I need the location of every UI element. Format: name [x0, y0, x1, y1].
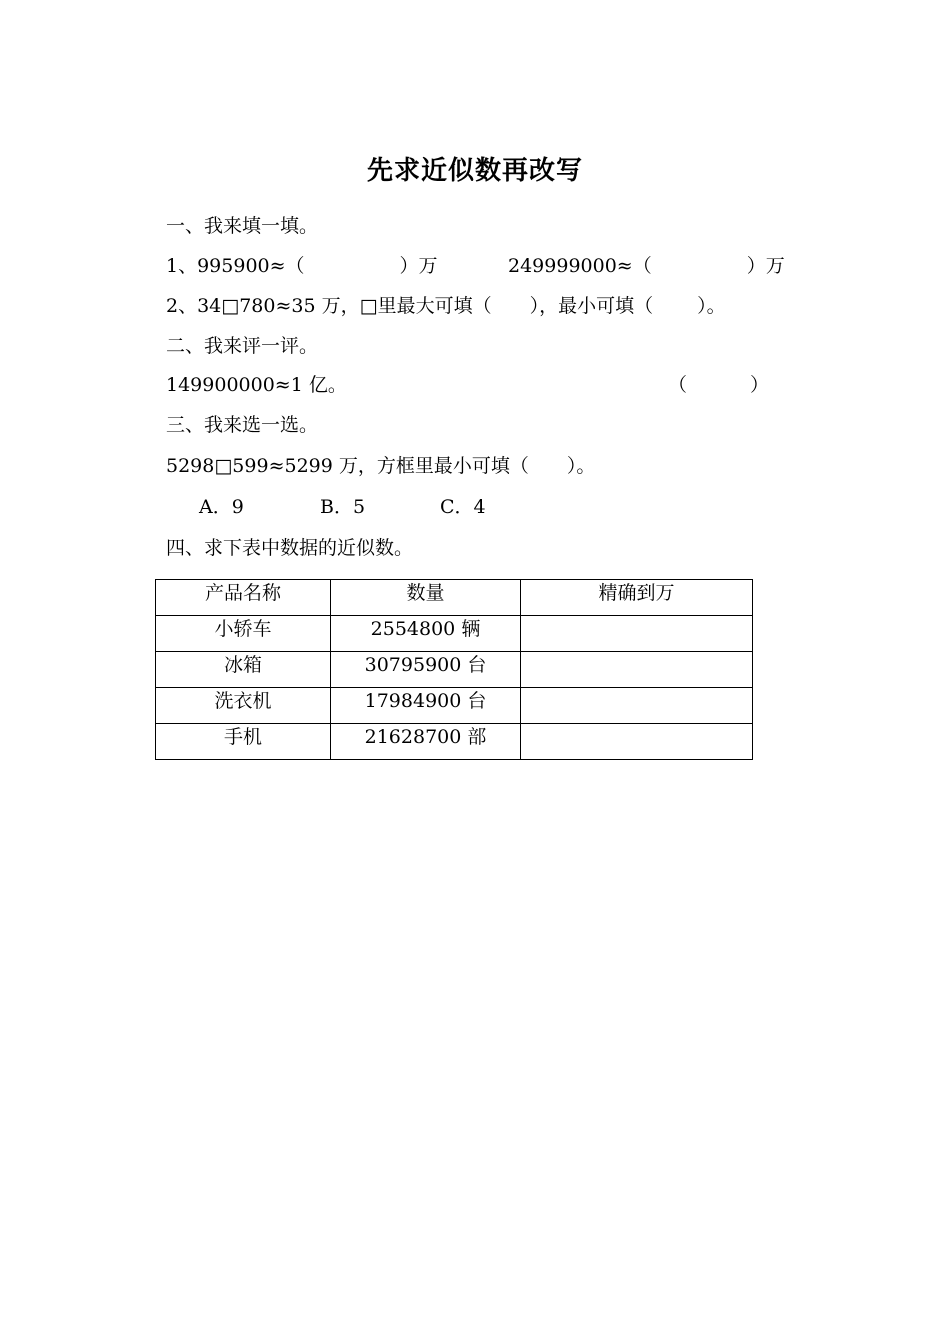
option-a: A．9 [199, 496, 244, 518]
column-header: 产品名称 [156, 580, 331, 616]
judge-answer-blank: （ ） [668, 374, 770, 396]
answer-cell [521, 724, 753, 760]
column-header: 精确到万 [521, 580, 753, 616]
option-b: B．5 [320, 496, 366, 518]
product-name-cell: 小轿车 [156, 616, 331, 652]
page-title: 先求近似数再改写 [366, 156, 583, 186]
answer-cell [521, 616, 753, 652]
judge-statement: 149900000≈1 亿。 [166, 374, 347, 396]
table-row [156, 616, 753, 652]
quantity-cell: 21628700 部 [331, 724, 521, 760]
section4-heading: 四、求下表中数据的近似数。 [166, 537, 414, 559]
section3-heading: 三、我来选一选。 [166, 414, 319, 436]
question-1-left: 1、995900≈（ ）万 [166, 255, 438, 277]
question-1-right: 249999000≈（ ）万 [508, 255, 785, 277]
option-c: C．4 [440, 496, 486, 518]
table-row [156, 688, 753, 724]
answer-cell [521, 652, 753, 688]
answer-cell [521, 688, 753, 724]
quantity-cell: 2554800 辆 [331, 616, 521, 652]
product-name-cell: 洗衣机 [156, 688, 331, 724]
table-row [156, 652, 753, 688]
section1-heading: 一、我来填一填。 [166, 215, 319, 237]
product-name-cell: 手机 [156, 724, 331, 760]
product-table [155, 579, 753, 760]
table-row [156, 724, 753, 760]
quantity-cell: 30795900 台 [331, 652, 521, 688]
product-name-cell: 冰箱 [156, 652, 331, 688]
section2-heading: 二、我来评一评。 [166, 335, 319, 357]
column-header: 数量 [331, 580, 521, 616]
quantity-cell: 17984900 台 [331, 688, 521, 724]
choice-question: 5298□599≈5299 万，方框里最小可填（ ）。 [166, 455, 596, 477]
table-header-row [156, 580, 753, 616]
question-2: 2、34□780≈35 万，□里最大可填（ ），最小可填（ ）。 [166, 295, 726, 317]
